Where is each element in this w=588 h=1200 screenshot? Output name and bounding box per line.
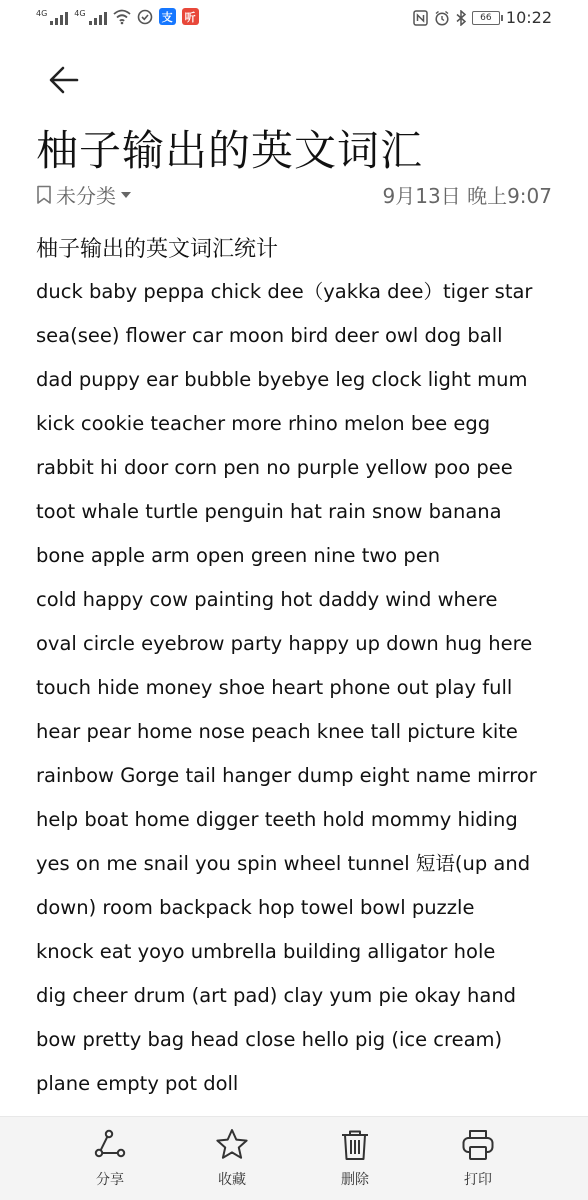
caret-down-icon — [120, 190, 132, 200]
signal-icon-1 — [36, 9, 68, 25]
note-line: hear pear home nose peach knee tall picture kite — [36, 720, 518, 743]
note-line: oval circle eyebrow party happy up down hug here — [36, 632, 533, 655]
category-label: 未分类 — [56, 184, 116, 208]
note-line: down) room backpack hop towel bowl puzzle — [36, 896, 475, 919]
arrow-left-icon — [47, 63, 81, 97]
listen-app-icon: 听 — [182, 8, 199, 25]
note-line: toot whale turtle penguin hat rain snow banana — [36, 500, 502, 523]
battery-level: 66 — [480, 12, 492, 23]
alarm-icon — [434, 10, 450, 26]
note-line: rabbit hi door corn pen no purple yellow poo pee — [36, 456, 513, 479]
note-line: sea(see) flower car moon bird deer owl dog ball — [36, 324, 503, 347]
delete-button[interactable] — [315, 1127, 395, 1197]
note-line: plane empty pot doll — [36, 1072, 239, 1095]
note-line: duck baby peppa chick dee（yakka dee）tiger star — [36, 280, 533, 303]
share-button[interactable] — [70, 1127, 150, 1197]
note-line: rainbow Gorge tail hanger dump eight name mirror — [36, 764, 537, 787]
network-type-2: 4G — [74, 8, 86, 18]
wifi-icon — [113, 9, 131, 25]
favorite-label: 收藏 — [218, 1172, 246, 1188]
note-line: yes on me snail you spin wheel tunnel 短语(up and — [36, 852, 531, 875]
nfc-icon — [413, 10, 428, 26]
note-title[interactable]: 柚子输出的英文词汇 — [36, 126, 424, 175]
note-line: bone apple arm open green nine two pen — [36, 544, 441, 567]
note-line: dad puppy ear bubble byebye leg clock light mum — [36, 368, 528, 391]
printer-icon — [460, 1127, 496, 1163]
bottom-toolbar — [0, 1116, 588, 1200]
bluetooth-icon — [456, 10, 466, 26]
note-body[interactable] — [36, 270, 556, 1106]
favorite-button[interactable] — [192, 1127, 272, 1197]
note-line: cold happy cow painting hot daddy wind where — [36, 588, 498, 611]
status-right — [413, 8, 552, 27]
note-line: knock eat yoyo umbrella building alligator hole — [36, 940, 496, 963]
signal-icon-2 — [74, 9, 106, 25]
note-line: kick cookie teacher more rhino melon bee egg — [36, 412, 491, 435]
vpn-shield-icon — [137, 9, 153, 25]
note-line: bow pretty bag head close hello pig (ice cream) — [36, 1028, 503, 1051]
note-line: dig cheer drum (art pad) clay yum pie okay hand — [36, 984, 517, 1007]
note-line: help boat home digger teeth hold mommy hiding — [36, 808, 518, 831]
trash-icon — [337, 1127, 373, 1163]
note-line: touch hide money shoe heart phone out play full — [36, 676, 513, 699]
share-icon — [92, 1127, 128, 1163]
print-label: 打印 — [464, 1172, 492, 1188]
star-icon — [214, 1127, 250, 1163]
note-meta-row — [36, 178, 552, 208]
status-left — [36, 8, 199, 25]
note-subtitle[interactable]: 柚子输出的英文词汇统计 — [36, 237, 279, 262]
alipay-app-icon: 支 — [159, 8, 176, 25]
network-type-1: 4G — [36, 8, 48, 18]
print-button[interactable] — [438, 1127, 518, 1197]
category-selector[interactable] — [36, 180, 132, 209]
share-label: 分享 — [96, 1172, 124, 1188]
delete-label: 删除 — [341, 1172, 369, 1188]
back-button[interactable] — [42, 58, 86, 102]
battery-icon — [472, 11, 500, 25]
note-date: 9月13日 晚上9:07 — [382, 184, 552, 208]
status-bar — [0, 0, 588, 36]
bookmark-icon — [36, 185, 52, 205]
status-time: 10:22 — [505, 8, 552, 27]
